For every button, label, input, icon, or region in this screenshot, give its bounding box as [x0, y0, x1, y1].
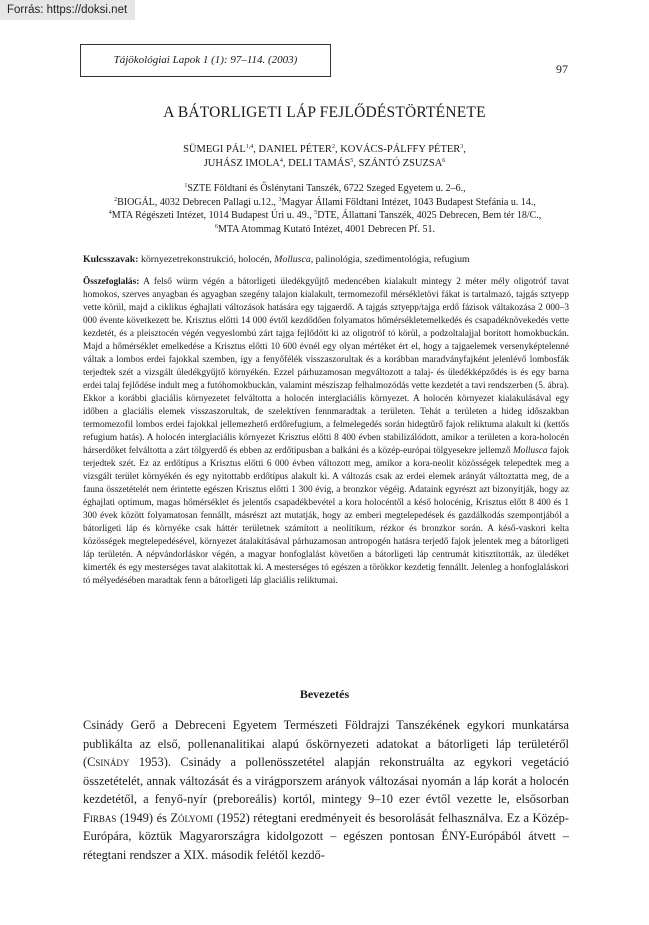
affil-sup: 2: [114, 196, 118, 203]
affiliation-line: [60, 209, 590, 223]
author-sup: 2: [331, 144, 335, 150]
body-text: 1953). Csinády a pollenösszetétel alapján rekonstruálta az egykori vegetáció összetételét, annak változását és a virágporszem arányok változásai nyomán a láp korát a holocén kezdetétől, a fenyő-nyír (preboreális) kortól, mintegy 9–10 ezer évtől vezette le, elsősorban: [83, 755, 569, 806]
body-paragraph: [83, 716, 569, 864]
paper-title: A BÁTORLIGETI LÁP FEJLŐDÉSTÖRTÉNETE: [163, 104, 486, 121]
affiliation: SZTE Földtani és Őslénytani Tanszék, 6722 Szeged Egyetem u. 2–6.,: [187, 183, 466, 194]
page-number: 97: [556, 62, 568, 76]
affil-sup: 6: [215, 223, 219, 230]
section-heading: Bevezetés: [299, 687, 350, 701]
author-sup: 4: [279, 158, 283, 164]
affiliation: MTA Atommag Kutató Intézet, 4001 Debrecen Pf. 51.: [218, 223, 435, 235]
body-text: Csinády Gerő a Debreceni Egyetem Természeti Földrajzi Tanszékének egykori munkatársa publikálta az első, pollenanalitikai alapú őskörnyezeti adatokat a bátorligeti láp területéről (: [83, 718, 569, 769]
affiliation: Magyar Állami Földtani Intézet, 1043 Budapest Stefánia u. 14.,: [281, 196, 536, 208]
keywords: [83, 253, 568, 266]
author: SZÁNTÓ ZSUZSA: [358, 158, 443, 169]
keywords-italic: Mollusca: [274, 254, 311, 265]
journal-citation: Tájökológiai Lapok 1 (1): 97–114. (2003): [113, 54, 298, 66]
author: JUHÁSZ IMOLA: [203, 158, 280, 169]
author-sup: 3: [460, 144, 464, 150]
keywords-text: környezetrekonstrukció, holocén,: [138, 254, 275, 265]
author-line-1: SÜMEGI PÁL$^{1,4}$, DANIEL PÉTER$^2$, KOVÁCS-PÁLFFY PÉTER$^3$,: [183, 144, 466, 155]
author: KOVÁCS-PÁLFFY PÉTER: [340, 144, 461, 155]
journal-citation-box: [80, 44, 331, 77]
affil-sup: 4: [108, 210, 112, 216]
author: SÜMEGI PÁL: [183, 144, 246, 155]
affiliation-line: [60, 223, 590, 237]
abstract-italic: Mollusca: [512, 446, 548, 456]
affil-sup: 3: [278, 196, 282, 203]
abstract-label: Összefoglalás:: [83, 277, 140, 287]
author: DELI TAMÁS: [288, 158, 351, 169]
affiliations: [60, 182, 590, 236]
author-list: [0, 143, 649, 171]
keywords-label: Kulcsszavak:: [83, 254, 139, 265]
citation-author: Firbas: [83, 810, 117, 825]
author: DANIEL PÉTER: [258, 144, 332, 155]
affiliation: DTE, Állattani Tanszék, 4025 Debrecen, Bem tér 18/C.,: [317, 210, 542, 221]
citation-author: Csinády: [87, 755, 130, 769]
body-text: (1952) rétegtani eredményeit és besorolását felhasználva. Ez a Közép-Európára, köztük Magyarországra kidolgozott – egészen pontosan ÉNY-Európából átvett – rétegtani rendszer a XIX. második felétől kezdő-: [83, 810, 569, 862]
affiliation-line: [60, 196, 590, 210]
body-text: (1949) és: [116, 810, 171, 825]
abstract: [83, 276, 569, 588]
author-sup: 6: [442, 158, 446, 164]
source-label: Forrás: https://doksi.net: [0, 0, 135, 20]
abstract-text: fajok terjedtek szét. Ez az erdőtípus a Krisztus előtti 6 000 évben változott meg, amikor a kora-neolit közösségek telepedtek meg a vizsgált terület környékén és egy nyitottabb erdőtípus alakult ki. A változás csak az erdei elemek arányát változtatta meg, de a fauna összetételét nem érintette egészen Krisztus előtti 1 300 évig, a bronzkor végéig. Adataink egyrészt azt bizonyítják, hogy az éghajlati optimum, magas hőmérséklet és jelentős csapadékbevétel a kora holocéntől a késő holocénig, Krisztus előtt 8 400 és 1 300 évek között folyamatosan fennállt, másrészt azt mutatják, hogy az emberi megtelepedések és gazdálkodás szempontjából a bátorligeti láp és környéke csak háttér területnek számított a neolitikum, rézkor és bronzkor során. A késő-vaskori kelta közösségek megtelepedésével, környezet átalakításával párhuzamosan antropogén hatásra terjedő fajok jelentek meg a bátorligeti láp területén. A népvándorláskor végén, a magyar honfoglalást követően a bátorligeti láp centrumát kitisztították, az üledéket kimerték és egy mesterséges tavat alakítottak ki. A mesterséges tó egészen a törökkor kezdetig fennállt. Jelenleg a honfoglaláskori tó mélyedésében maradtak fenn a bátorligeti láp glaciális reliktumai.: [83, 446, 569, 586]
author-sup: 5: [350, 158, 354, 164]
affiliation: BIOGÁL, 4032 Debrecen Pallagi u.12.,: [117, 196, 276, 208]
author-line-2: JUHÁSZ IMOLA$^4$, DELI TAMÁS$^5$, SZÁNTÓ ZSUZSA$^6$: [203, 158, 446, 169]
affil-sup: 5: [314, 210, 318, 216]
author-sup: 1,4: [245, 144, 254, 150]
affiliation: MTA Régészeti Intézet, 1014 Budapest Úri u. 49.,: [111, 210, 312, 221]
abstract-text: A felső würm végén a bátorligeti üledékgyűjtő medencében kialakult mintegy 2 méter mély oligotróf tavat homokos, szerves anyagban és agyagban szegény talajon kialakult, termomezofil mérsékletövi fákat is tartalmazó, tajgás sztyepp vette körül, majd a ciklikus éghajlati változások hatására egy tajgaerdő. A tajgás sztyepp/tajga erdő fázisok váltakozása 2 000–3 000 évente következett be. Krisztus előtti 14 000 évtől kezdődően folyamatos hőmérsékletemelkedés és csapadéknövekedés vette kezdetét, és a pleisztocén végén vegyeslombú zárt tajga fejlődött ki az oligotróf tó körül, a podzoltalajjal borított homokbuckán. Majd a hőmérséklet emelkedése a Krisztus előtti 10 600 évnél egy olyan mértéket ért el, hogy a tajgaelemek versenyképtelenné váltak a lombos erdei fajokkal szemben, így a fenyőfélék visszaszorultak és a korábban maradványfajként jelenlévő lombosfák terjedtek szét a vizsgált üledékgyűjtő környékén. Ezzel párhuzamosan megváltozott a talaj- és üledékképződés is és egy barna erdei talaj fejlődése indult meg a futóhomokbuckán, valamint mésziszap felhalmozódás vette kezdetét a tavi rendszerben (5. ábra). Ekkor a korábbi glaciális környezetet felváltotta a holocén interglaciális környezet. A holocén környezet kialakulásával egy időben a glaciális elemek visszaszorultak, de szelektíven fennmaradtak a területen. Tehát a területen a hideg időszakban termomezofil lombos erdei fajokkal jellemezhető erdőrefugium, a felmelegedés során hidegtűrő fajok reliktuma alakult ki (kettős refugium hatás). A holocén interglaciális környezet Krisztus előtti 8 400 évben stabilizálódott, amikor a területen a kora-holocén hárserdőket felváltotta a zárt tölgyerdő és ebben az erdőtípusban a balkáni és a közép-európai tölgyesekre jellemző: [83, 277, 569, 456]
keywords-text: , palinológia, szedimentológia, refugium: [310, 254, 470, 265]
affil-sup: 1: [184, 183, 188, 189]
citation-author: Zólyomi: [170, 810, 214, 825]
affiliation-line: [60, 182, 590, 196]
